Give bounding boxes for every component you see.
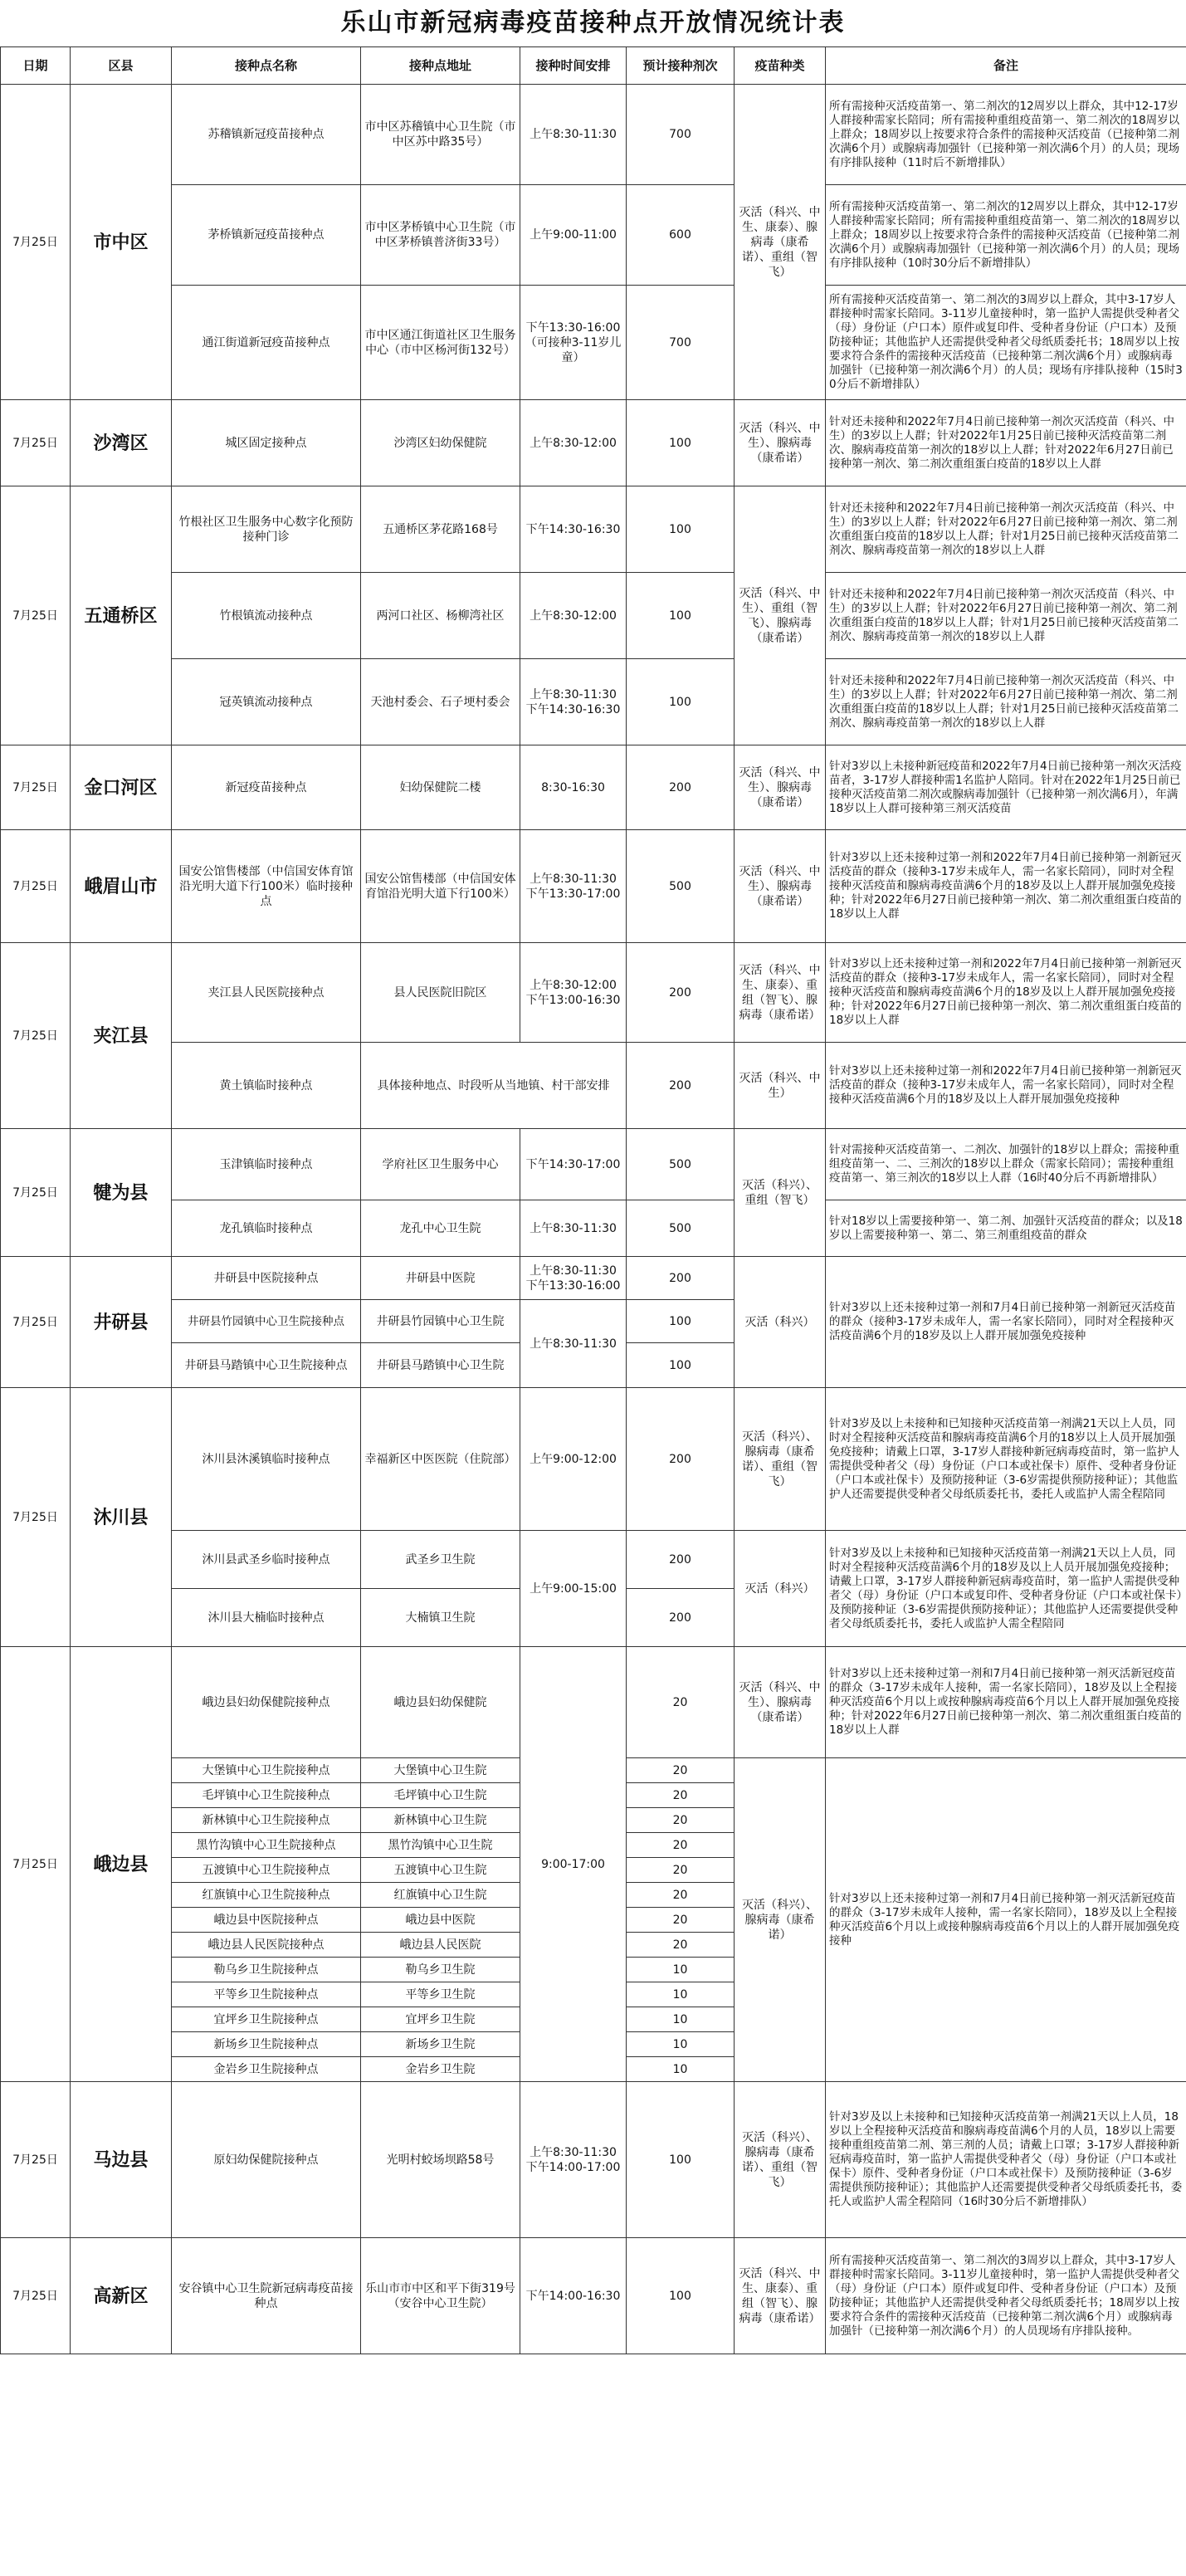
remarks: 针对还未接种和2022年7月4日前已接种第一剂次灭活疫苗（科兴、中生）的3岁以上人群；针对2022年6月27日前已接种第一剂次、第二剂次重组蛋白疫苗的18岁以上人群；针对1月25日前已接种灭活疫苗第二剂次、腺病毒疫苗第一剂次的18岁以上人群 <box>826 573 1186 659</box>
header-row <box>1 47 1186 85</box>
table-row <box>1 85 1186 185</box>
district-cell: 夹江县 <box>71 943 172 1129</box>
schedule: 上午8:30-11:30 下午13:30-17:00 <box>520 830 627 943</box>
table-row <box>1 659 1186 745</box>
district-cell: 金口河区 <box>71 745 172 830</box>
vaccine-type: 灭活（科兴）、腺病毒（康希诺） <box>735 1758 826 2082</box>
site-address: 县人民医院旧院区 <box>361 943 520 1043</box>
schedule: 上午8:30-12:00 <box>520 400 627 486</box>
remarks: 针对3岁及以上未接种和已知接种灭活疫苗第一剂满21天以上人员，同时对全程接种灭活疫苗满6个月的18岁及以上人员开展加强免疫接种；请戴上口罩，3-17岁人群接种新冠病毒疫苗时，第一监护人需提供受种者父（母）身份证（户口本或复印件、受种者身份证（户口本或社保卡）及预防接种证（3-6岁需提供预防接种证）；其他监护人还需要提供受种者父母纸质委托书，委托人或监护人需全程陪同 <box>826 1531 1186 1647</box>
date-cell: 7月25日 <box>1 1647 71 2082</box>
site-name: 沐川县大楠临时接种点 <box>172 1589 361 1647</box>
table-row <box>1 1043 1186 1129</box>
site-address: 市中区苏稽镇中心卫生院（市中区苏中路35号） <box>361 85 520 185</box>
schedule: 上午9:00-12:00 <box>520 1388 627 1531</box>
header-district: 区县 <box>71 47 172 85</box>
expected-doses: 500 <box>627 1200 735 1257</box>
schedule: 下午14:30-16:30 <box>520 486 627 573</box>
site-name: 沐川县沐溪镇临时接种点 <box>172 1388 361 1531</box>
date-cell: 7月25日 <box>1 1257 71 1388</box>
site-address: 新林镇中心卫生院 <box>361 1808 520 1833</box>
site-name: 井研县竹园镇中心卫生院接种点 <box>172 1300 361 1343</box>
site-address: 峨边县妇幼保健院 <box>361 1647 520 1758</box>
site-address: 市中区茅桥镇中心卫生院（市中区茅桥镇普济街33号） <box>361 185 520 286</box>
table-row <box>1 943 1186 1043</box>
site-address: 峨边县人民医院 <box>361 1933 520 1958</box>
date-cell: 7月25日 <box>1 745 71 830</box>
vaccine-type: 灭活（科兴） <box>735 1257 826 1388</box>
vaccination-sites-table <box>0 46 1186 2354</box>
site-name: 大堡镇中心卫生院接种点 <box>172 1758 361 1783</box>
header-site-name: 接种点名称 <box>172 47 361 85</box>
date-cell: 7月25日 <box>1 2082 71 2238</box>
remarks: 所有需接种灭活疫苗第一、第二剂次的3周岁以上群众，其中3-17岁人群接种时需家长陪同。3-11岁儿童接种时，第一监护人需提供受种者父（母）身份证（户口本）原件或复印件、受种者身份证（户口本）及预防接种证；其他监护人还需提供受种者父母纸质委托书；18周岁以上按要求符合条件的需接种灭活疫苗（已接种第二剂次满6个月）或腺病毒加强针（已接种第一剂次满6个月）的人员；现场有序排队接种（15时30分后不新增排队） <box>826 286 1186 400</box>
remarks: 针对3岁以上未接种新冠疫苗和2022年7月4日前已接种第一剂次灭活疫苗者，3-17岁人群接种需1名监护人陪同。针对在2022年1月25日前已接种灭活疫苗第二剂次或腺病毒加强针（已接种第一剂次满6月），年满18岁以上人群可接种第三剂灭活疫苗 <box>826 745 1186 830</box>
expected-doses: 10 <box>627 2007 735 2032</box>
schedule: 上午8:30-11:30 下午14:00-17:00 <box>520 2082 627 2238</box>
site-name: 宜坪乡卫生院接种点 <box>172 2007 361 2032</box>
header-schedule: 接种时间安排 <box>520 47 627 85</box>
site-name: 五渡镇中心卫生院接种点 <box>172 1858 361 1883</box>
remarks: 针对3岁以上还未接种过第一剂和2022年7月4日前已接种第一剂新冠灭活疫苗的群众（接种3-17岁未成年人，需一名家长陪同），同时对全程接种灭活疫苗满6个月的18岁及以上人群开展加强免疫接种 <box>826 1043 1186 1129</box>
remarks: 针对3岁以上还未接种过第一剂和2022年7月4日前已接种第一剂新冠灭活疫苗的群众（接种3-17岁未成年人，需一名家长陪同），同时对全程接种灭活疫苗和腺病毒疫苗满6个月的18岁及以上人群开展加强免疫接种；针对2022年6月27日前已接种第一剂次、第二剂次重组蛋白疫苗的18岁以上人群 <box>826 943 1186 1043</box>
expected-doses: 10 <box>627 2032 735 2057</box>
expected-doses: 100 <box>627 1343 735 1388</box>
district-cell: 市中区 <box>71 85 172 400</box>
schedule: 下午14:30-17:00 <box>520 1129 627 1200</box>
site-name: 金岩乡卫生院接种点 <box>172 2057 361 2082</box>
site-address: 五渡镇中心卫生院 <box>361 1858 520 1883</box>
site-address: 乐山市市中区和平下街319号（安谷中心卫生院） <box>361 2238 520 2354</box>
expected-doses: 10 <box>627 1958 735 1982</box>
header-remarks: 备注 <box>826 47 1186 85</box>
date-cell: 7月25日 <box>1 2238 71 2354</box>
site-address: 井研县马踏镇中心卫生院 <box>361 1343 520 1388</box>
site-name: 沐川县武圣乡临时接种点 <box>172 1531 361 1589</box>
header-site-address: 接种点地址 <box>361 47 520 85</box>
expected-doses: 600 <box>627 185 735 286</box>
remarks: 所有需接种灭活疫苗第一、第二剂次的12周岁以上群众，其中12-17岁人群接种需家长陪同；所有需接种重组疫苗第一、第二剂次的18周岁以上群众；18周岁以上按要求符合条件的需接种灭活疫苗（已接种第二剂次满6个月）或腺病毒加强针（已接种第一剂次满6个月）的人员；现场有序排队接种（10时30分后不新增排队） <box>826 185 1186 286</box>
remarks: 针对3岁及以上未接种和已知接种灭活疫苗第一剂满21天以上人员，18岁以上全程接种灭活疫苗和腺病毒疫苗满6个月的人员，18岁以上需要接种重组疫苗第二剂、第三剂的人员；请戴上口罩；3-17岁人群接种新冠病毒疫苗时，第一监护人需提供受种者父（母）身份证（户口本或社保卡）原件、受种者身份证（户口本或社保卡）及预防接种证（3-6岁需提供预防接种证）；其他监护人还需要提供受种者父母纸质委托书，委托人或监护人需全程陪同（16时30分后不新增排队） <box>826 2082 1186 2238</box>
site-name: 城区固定接种点 <box>172 400 361 486</box>
expected-doses: 20 <box>627 1647 735 1758</box>
site-address: 新场乡卫生院 <box>361 2032 520 2057</box>
table-row <box>1 1647 1186 1758</box>
site-address: 平等乡卫生院 <box>361 1982 520 2007</box>
site-address: 国安公馆售楼部（中信国安体育馆沿光明大道下行100米） <box>361 830 520 943</box>
expected-doses: 200 <box>627 745 735 830</box>
page-title: 乐山市新冠病毒疫苗接种点开放情况统计表 <box>340 8 846 37</box>
expected-doses: 200 <box>627 1589 735 1647</box>
vaccine-type: 灭活（科兴）、腺病毒（康希诺）、重组（智飞） <box>735 2082 826 2238</box>
site-name: 峨边县人民医院接种点 <box>172 1933 361 1958</box>
table-row <box>1 2238 1186 2354</box>
vaccine-type: 灭活（科兴、中生）、腺病毒（康希诺） <box>735 745 826 830</box>
schedule: 上午8:30-11:30 下午13:30-16:00 <box>520 1257 627 1300</box>
district-cell: 马边县 <box>71 2082 172 2238</box>
remarks: 针对需接种灭活疫苗第一、二剂次、加强针的18岁以上群众；需接种重组疫苗第一、二、三剂次的18岁以上群众（需家长陪同）；需接种重组疫苗第一、第三剂次的18岁以上人群（16时40分后不再新增排队） <box>826 1129 1186 1200</box>
expected-doses: 500 <box>627 830 735 943</box>
schedule: 下午13:30-16:00（可接种3-11岁儿童） <box>520 286 627 400</box>
site-name: 红旗镇中心卫生院接种点 <box>172 1883 361 1908</box>
site-name: 毛坪镇中心卫生院接种点 <box>172 1783 361 1808</box>
site-name: 茅桥镇新冠疫苗接种点 <box>172 185 361 286</box>
site-name: 井研县中医院接种点 <box>172 1257 361 1300</box>
remarks: 针对3岁及以上未接种和已知接种灭活疫苗第一剂满21天以上人员，同时对全程接种灭活疫苗和腺病毒疫苗满6个月的18岁以上人员开展加强免疫接种；请戴上口罩，3-17岁人群接种新冠病毒疫苗时，第一监护人需提供受种者父（母）身份证（户口本或社保卡）原件、受种者身份证（户口本或社保卡）及预防接种证（3-6岁需提供预防接种证）；其他监护人还需要提供受种者父母纸质委托书，委托人或监护人需全程陪同 <box>826 1388 1186 1531</box>
site-name: 冠英镇流动接种点 <box>172 659 361 745</box>
date-cell: 7月25日 <box>1 486 71 745</box>
remarks: 针对3岁以上还未接种过第一剂和7月4日前已接种第一剂新冠灭活疫苗的群众（接种3-17岁未成年人，需一名家长陪同），同时对全程接种灭活疫苗满6个月的18岁及以上人群开展加强免疫接种 <box>826 1257 1186 1388</box>
table-row <box>1 486 1186 573</box>
site-address: 光明村蛟场坝路58号 <box>361 2082 520 2238</box>
schedule: 上午8:30-11:30 <box>520 1200 627 1257</box>
table-row <box>1 573 1186 659</box>
site-name: 新场乡卫生院接种点 <box>172 2032 361 2057</box>
table-row <box>1 830 1186 943</box>
district-cell: 井研县 <box>71 1257 172 1388</box>
vaccine-type: 灭活（科兴、中生）、腺病毒（康希诺） <box>735 830 826 943</box>
site-address: 大楠镇卫生院 <box>361 1589 520 1647</box>
remarks: 针对3岁以上还未接种过第一剂和2022年7月4日前已接种第一剂新冠灭活疫苗的群众（接种3-17岁未成年人，需一名家长陪同），同时对全程接种灭活疫苗和腺病毒疫苗满6个月的18岁及以上人群开展加强免疫接种；针对2022年6月27日前已接种第一剂次、第二剂次重组蛋白疫苗的18岁以上人群 <box>826 830 1186 943</box>
header-vaccine-type: 疫苗种类 <box>735 47 826 85</box>
site-name: 峨边县妇幼保健院接种点 <box>172 1647 361 1758</box>
site-address: 幸福新区中医医院（住院部） <box>361 1388 520 1531</box>
expected-doses: 20 <box>627 1833 735 1858</box>
vaccine-type: 灭活（科兴）、腺病毒（康希诺）、重组（智飞） <box>735 1388 826 1531</box>
expected-doses: 20 <box>627 1908 735 1933</box>
remarks: 针对18岁以上需要接种第一、第二剂、加强针灭活疫苗的群众；以及18岁以上需要接种第一、第二、第三剂重组疫苗的群众 <box>826 1200 1186 1257</box>
table-row <box>1 1200 1186 1257</box>
expected-doses: 700 <box>627 286 735 400</box>
expected-doses: 100 <box>627 573 735 659</box>
expected-doses: 200 <box>627 1257 735 1300</box>
district-cell: 峨边县 <box>71 1647 172 2082</box>
site-name: 新冠疫苗接种点 <box>172 745 361 830</box>
table-row <box>1 400 1186 486</box>
site-address: 武圣乡卫生院 <box>361 1531 520 1589</box>
site-address: 两河口社区、杨柳湾社区 <box>361 573 520 659</box>
site-address: 市中区通江街道社区卫生服务中心（市中区杨河街132号） <box>361 286 520 400</box>
expected-doses: 10 <box>627 2057 735 2082</box>
site-address: 大堡镇中心卫生院 <box>361 1758 520 1783</box>
table-row <box>1 1257 1186 1300</box>
district-cell: 五通桥区 <box>71 486 172 745</box>
district-cell: 峨眉山市 <box>71 830 172 943</box>
table-row <box>1 286 1186 400</box>
expected-doses: 20 <box>627 1858 735 1883</box>
schedule: 上午8:30-12:00 下午13:00-16:30 <box>520 943 627 1043</box>
expected-doses: 200 <box>627 1531 735 1589</box>
remarks: 针对3岁以上还未接种过第一剂和7月4日前已接种第一剂灭活新冠疫苗的群众（3-17岁未成年人接种，需一名家长陪同），18岁及以上全程接种灭活疫苗6个月以上或接种腺病毒疫苗6个月以上的人群开展加强免疫接种 <box>826 1758 1186 2082</box>
site-address: 毛坪镇中心卫生院 <box>361 1783 520 1808</box>
remarks: 针对还未接种和2022年7月4日前已接种第一剂次灭活疫苗（科兴、中生）的3岁以上人群；针对2022年6月27日前已接种第一剂次、第二剂次重组蛋白疫苗的18岁以上人群；针对1月25日前已接种灭活疫苗第二剂次、腺病毒疫苗第一剂次的18岁以上人群 <box>826 486 1186 573</box>
vaccine-type: 灭活（科兴、中生、康泰）、腺病毒（康希诺）、重组（智飞） <box>735 85 826 400</box>
expected-doses: 20 <box>627 1883 735 1908</box>
table-row <box>1 1129 1186 1200</box>
site-address: 井研县竹园镇中心卫生院 <box>361 1300 520 1343</box>
vaccine-type: 灭活（科兴、中生）、重组（智飞）、腺病毒（康希诺） <box>735 486 826 745</box>
site-name: 新林镇中心卫生院接种点 <box>172 1808 361 1833</box>
site-address: 峨边县中医院 <box>361 1908 520 1933</box>
site-name: 苏稽镇新冠疫苗接种点 <box>172 85 361 185</box>
date-cell: 7月25日 <box>1 943 71 1129</box>
site-name: 勒乌乡卫生院接种点 <box>172 1958 361 1982</box>
site-name: 安谷镇中心卫生院新冠病毒疫苗接种点 <box>172 2238 361 2354</box>
site-name: 原妇幼保健院接种点 <box>172 2082 361 2238</box>
header-expected-doses: 预计接种剂次 <box>627 47 735 85</box>
expected-doses: 20 <box>627 1783 735 1808</box>
site-address: 红旗镇中心卫生院 <box>361 1883 520 1908</box>
site-name: 竹根镇流动接种点 <box>172 573 361 659</box>
table-row <box>1 1531 1186 1589</box>
table-row <box>1 745 1186 830</box>
expected-doses: 10 <box>627 1982 735 2007</box>
site-address: 勒乌乡卫生院 <box>361 1958 520 1982</box>
site-address: 具体接种地点、时段听从当地镇、村干部安排 <box>361 1043 627 1129</box>
site-name: 井研县马踏镇中心卫生院接种点 <box>172 1343 361 1388</box>
site-name: 夹江县人民医院接种点 <box>172 943 361 1043</box>
expected-doses: 200 <box>627 1043 735 1129</box>
site-address: 龙孔中心卫生院 <box>361 1200 520 1257</box>
vaccine-type: 灭活（科兴） <box>735 1531 826 1647</box>
site-address: 五通桥区茅花路168号 <box>361 486 520 573</box>
expected-doses: 200 <box>627 943 735 1043</box>
district-cell: 沐川县 <box>71 1388 172 1647</box>
expected-doses: 100 <box>627 1300 735 1343</box>
expected-doses: 200 <box>627 1388 735 1531</box>
remarks: 针对还未接种和2022年7月4日前已接种第一剂次灭活疫苗（科兴、中生）的3岁以上人群；针对2022年6月27日前已接种第一剂次、第二剂次重组蛋白疫苗的18岁以上人群；针对1月25日前已接种灭活疫苗第二剂次、腺病毒疫苗第一剂次的18岁以上人群 <box>826 659 1186 745</box>
schedule: 9:00-17:00 <box>520 1647 627 2082</box>
expected-doses: 20 <box>627 1808 735 1833</box>
vaccine-type: 灭活（科兴、中生、康泰）、重组（智飞）、腺病毒（康希诺） <box>735 2238 826 2354</box>
site-name: 峨边县中医院接种点 <box>172 1908 361 1933</box>
schedule: 下午14:00-16:30 <box>520 2238 627 2354</box>
schedule: 上午8:30-12:00 <box>520 573 627 659</box>
vaccine-type: 灭活（科兴、中生） <box>735 1043 826 1129</box>
schedule: 上午8:30-11:30 <box>520 1300 627 1388</box>
site-name: 龙孔镇临时接种点 <box>172 1200 361 1257</box>
site-name: 国安公馆售楼部（中信国安体育馆沿光明大道下行100米）临时接种点 <box>172 830 361 943</box>
date-cell: 7月25日 <box>1 400 71 486</box>
date-cell: 7月25日 <box>1 85 71 400</box>
remarks: 针对还未接种和2022年7月4日前已接种第一剂次灭活疫苗（科兴、中生）的3岁以上人群；针对2022年1月25日前已接种灭活疫苗第二剂次、腺病毒疫苗第一剂次的18岁以上人群；针对2022年6月27日前已接种第一剂次、第二剂次重组蛋白疫苗的18岁以上人群 <box>826 400 1186 486</box>
site-name: 竹根社区卫生服务中心数字化预防接种门诊 <box>172 486 361 573</box>
expected-doses: 20 <box>627 1933 735 1958</box>
schedule: 上午9:00-11:00 <box>520 185 627 286</box>
vaccine-type: 灭活（科兴）、重组（智飞） <box>735 1129 826 1257</box>
expected-doses: 100 <box>627 2082 735 2238</box>
date-cell: 7月25日 <box>1 1129 71 1257</box>
site-name: 黑竹沟镇中心卫生院接种点 <box>172 1833 361 1858</box>
site-address: 妇幼保健院二楼 <box>361 745 520 830</box>
district-cell: 犍为县 <box>71 1129 172 1257</box>
remarks: 针对3岁以上还未接种过第一剂和7月4日前已接种第一剂灭活新冠疫苗的群众（3-17岁未成年人接种，需一名家长陪同），18岁及以上全程接种灭活疫苗6个月以上或按种腺病毒疫苗6个月以上人群开展加强免疫接种；针对2022年6月27日前已接种第一剂次、第二剂次重组蛋白疫苗的18岁以上人群 <box>826 1647 1186 1758</box>
remarks: 所有需接种灭活疫苗第一、第二剂次的12周岁以上群众，其中12-17岁人群接种需家长陪同；所有需接种重组疫苗第一、第二剂次的18周岁以上群众；18周岁以上按要求符合条件的需接种灭活疫苗（已接种第二剂次满6个月）或腺病毒加强针（已接种第一剂次满6个月）的人员；现场有序排队接种（11时后不新增排队） <box>826 85 1186 185</box>
table-row <box>1 185 1186 286</box>
site-address: 沙湾区妇幼保健院 <box>361 400 520 486</box>
table-row <box>1 1388 1186 1531</box>
district-cell: 沙湾区 <box>71 400 172 486</box>
date-cell: 7月25日 <box>1 830 71 943</box>
table-row <box>1 2082 1186 2238</box>
vaccine-type: 灭活（科兴、中生）、腺病毒（康希诺） <box>735 400 826 486</box>
site-name: 黄土镇临时接种点 <box>172 1043 361 1129</box>
expected-doses: 20 <box>627 1758 735 1783</box>
site-address: 宜坪乡卫生院 <box>361 2007 520 2032</box>
site-address: 黑竹沟镇中心卫生院 <box>361 1833 520 1858</box>
expected-doses: 100 <box>627 659 735 745</box>
district-cell: 高新区 <box>71 2238 172 2354</box>
expected-doses: 500 <box>627 1129 735 1200</box>
expected-doses: 100 <box>627 400 735 486</box>
site-name: 平等乡卫生院接种点 <box>172 1982 361 2007</box>
site-name: 玉津镇临时接种点 <box>172 1129 361 1200</box>
site-name: 通江街道新冠疫苗接种点 <box>172 286 361 400</box>
expected-doses: 100 <box>627 486 735 573</box>
site-address: 学府社区卫生服务中心 <box>361 1129 520 1200</box>
expected-doses: 700 <box>627 85 735 185</box>
schedule: 上午9:00-15:00 <box>520 1531 627 1647</box>
site-address: 天池村委会、石子埂村委会 <box>361 659 520 745</box>
date-cell: 7月25日 <box>1 1388 71 1647</box>
vaccine-type: 灭活（科兴、中生、康泰）、重组（智飞）、腺病毒（康希诺） <box>735 943 826 1043</box>
vaccine-type: 灭活（科兴、中生）、腺病毒（康希诺） <box>735 1647 826 1758</box>
header-date: 日期 <box>1 47 71 85</box>
site-address: 金岩乡卫生院 <box>361 2057 520 2082</box>
remarks: 所有需接种灭活疫苗第一、第二剂次的3周岁以上群众，其中3-17岁人群接种时需家长陪同。3-11岁儿童接种时，第一监护人需提供受种者父（母）身份证（户口本）原件或复印件、受种者身份证（户口本）及预防接种证；其他监护人还需提供受种者父母纸质委托书；18周岁以上按要求符合条件的需接种灭活疫苗（已接种第二剂次满6个月）或腺病毒加强针（已接种第一剂次满6个月）的人员现场有序排队接种。 <box>826 2238 1186 2354</box>
schedule: 8:30-16:30 <box>520 745 627 830</box>
schedule: 上午8:30-11:30 下午14:30-16:30 <box>520 659 627 745</box>
schedule: 上午8:30-11:30 <box>520 85 627 185</box>
site-address: 井研县中医院 <box>361 1257 520 1300</box>
expected-doses: 100 <box>627 2238 735 2354</box>
